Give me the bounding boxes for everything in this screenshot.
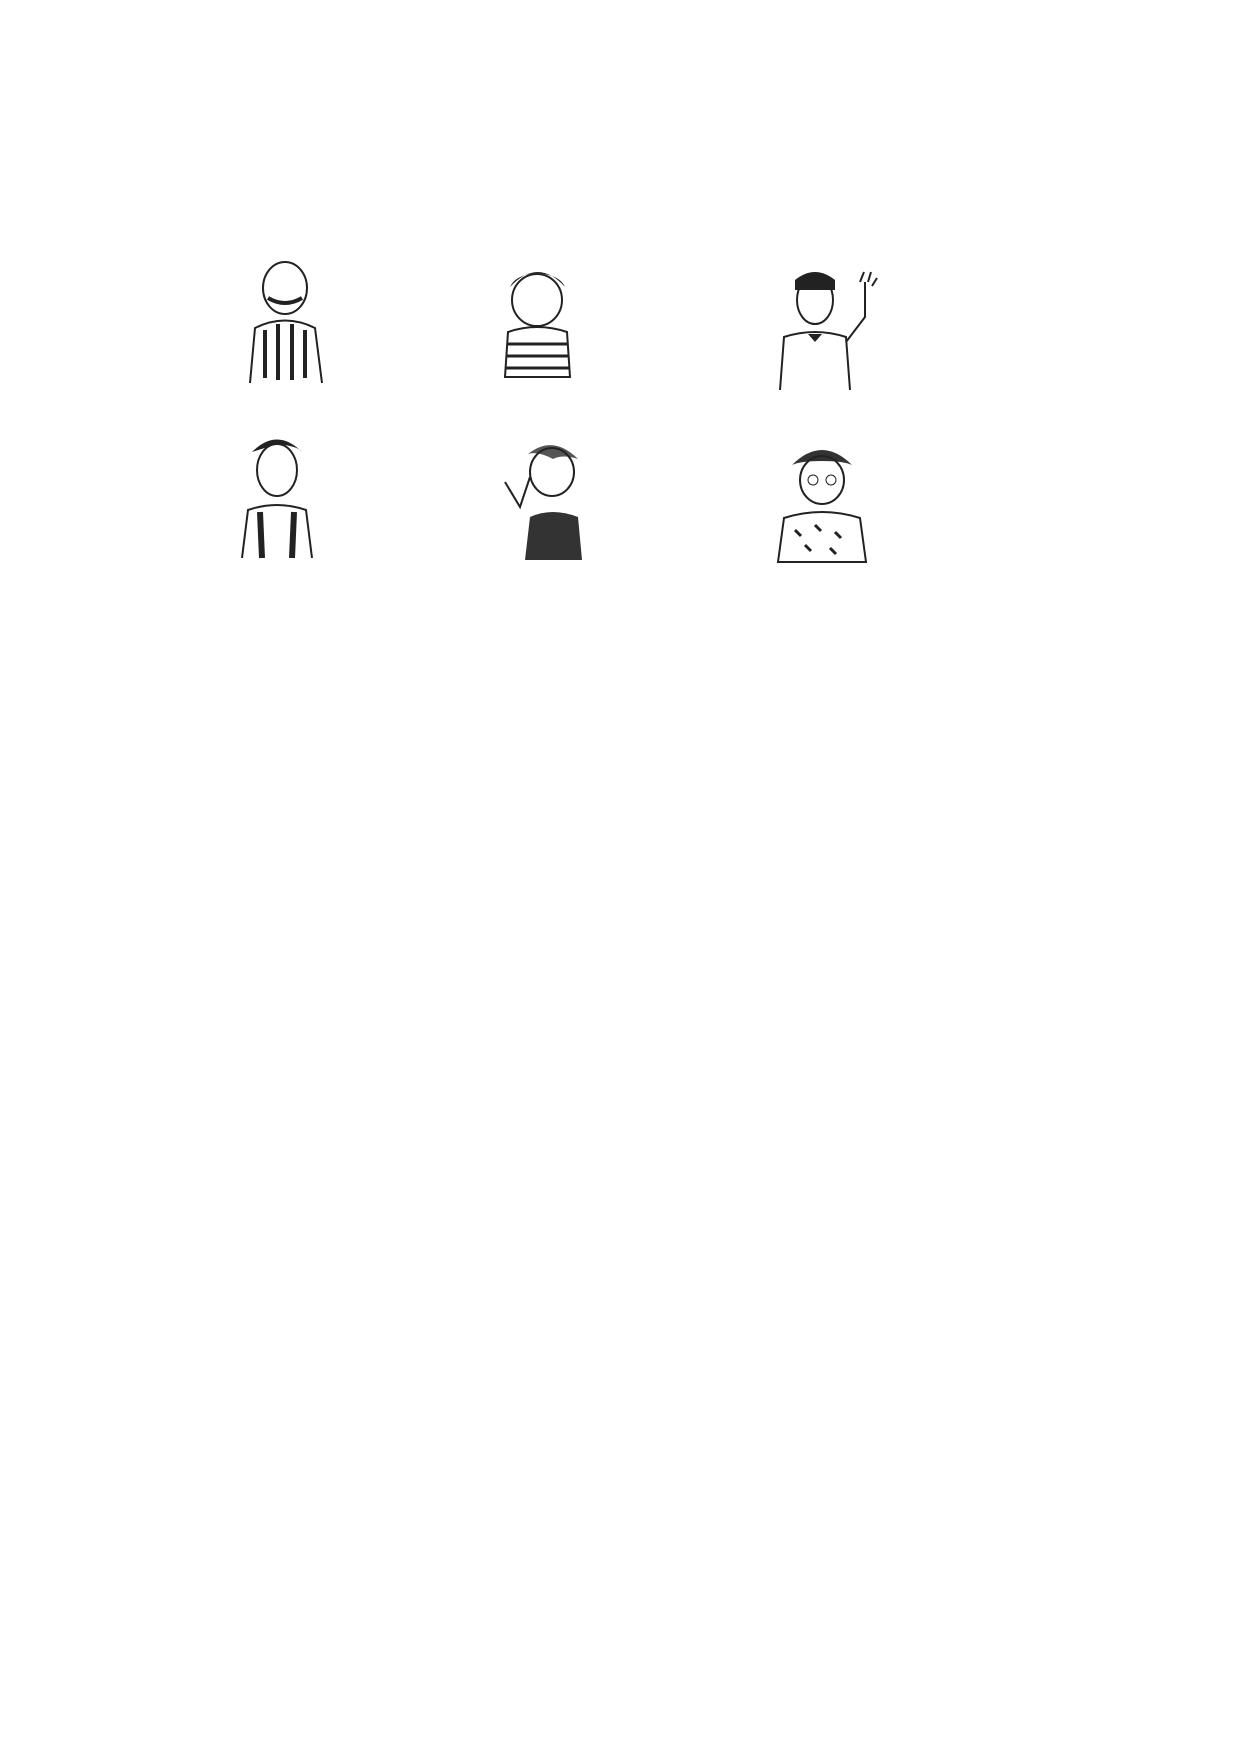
girl-posing-picture-icon (490, 432, 600, 562)
boy-giggling-picture-icon (490, 262, 585, 382)
man-waving-picture-icon (770, 262, 880, 392)
grandfather-picture-icon (230, 258, 340, 388)
grandmother-picture-icon (770, 440, 875, 565)
young-man-picture-icon (232, 430, 322, 560)
